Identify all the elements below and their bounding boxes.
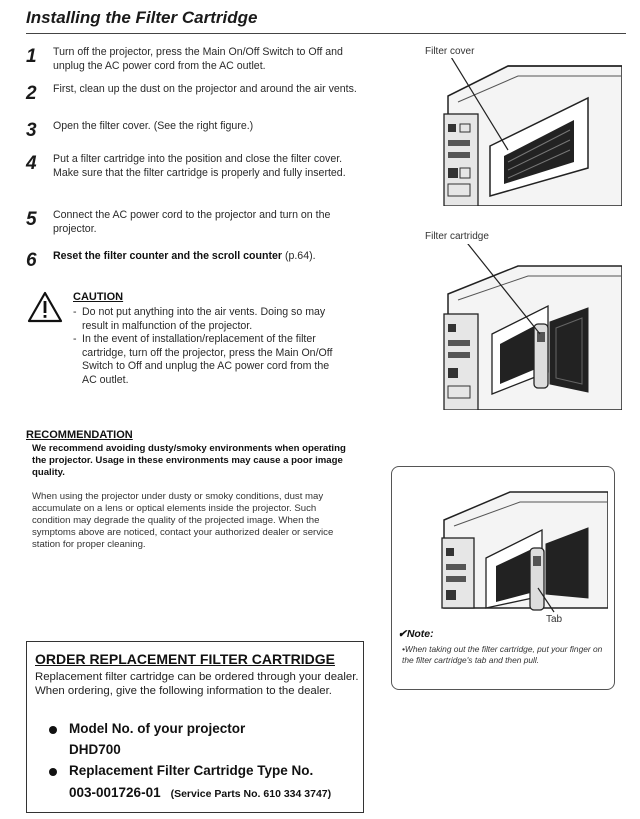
step-text: Turn off the projector, press the Main On/Off Switch to Off and unplug the AC power cord from the AC outlet. (53, 46, 343, 72)
projector-filter-cartridge-figure (438, 244, 622, 410)
filter-cartridge-label: Filter cartridge (425, 231, 489, 242)
step-text (53, 250, 358, 264)
step-number: 3 (26, 120, 37, 141)
order-description: Replacement filter cartridge can be ordered through your dealer. When ordering, give the following information to the dealer. (35, 671, 359, 697)
type-label: Replacement Filter Cartridge Type No. (69, 763, 314, 778)
note-title-text: Note: (406, 628, 434, 640)
title-rule (26, 33, 626, 34)
step-number: 5 (26, 209, 37, 230)
step-text: Connect the AC power cord to the projector and turn on the projector. (53, 209, 331, 235)
step-text: Put a filter cartridge into the position and close the filter cover. Make sure that the filter cartridge is properly and fully inserted. (53, 153, 346, 179)
page-title: Installing the Filter Cartridge (26, 8, 258, 27)
service-parts-number: (Service Parts No. 610 334 3747) (170, 788, 332, 800)
order-title: ORDER REPLACEMENT FILTER CARTRIDGE (35, 651, 335, 667)
order-box (26, 641, 364, 813)
step-bold-text: Reset the filter counter and the scroll counter (53, 250, 282, 262)
recommendation-bold-text: We recommend avoiding dusty/smoky environments when operating the projector. Usage in these environments may cause a poor image quality. (32, 443, 346, 478)
model-value: DHD700 (69, 742, 121, 757)
projector-filter-cover-figure (438, 58, 622, 206)
note-text: •When taking out the filter cartridge, put your finger on the filter cartridge's tab and then pull. (402, 644, 603, 665)
step-number: 4 (26, 153, 37, 174)
model-label: Model No. of your projector (69, 721, 246, 736)
caution-item: - Do not put anything into the air vents. Doing so may result in malfunction of the projector. (73, 306, 343, 333)
step-text: First, clean up the dust on the projector and around the air vents. (53, 83, 357, 95)
bullet-icon (49, 726, 57, 734)
step-number: 2 (26, 83, 37, 104)
tab-label: Tab (546, 614, 563, 625)
recommendation-title: RECOMMENDATION (26, 429, 133, 441)
caution-list (73, 306, 343, 387)
warning-triangle-icon (27, 291, 63, 323)
step-number: 6 (26, 250, 37, 271)
caution-item: - In the event of installation/replacement of the filter cartridge, turn off the projector, press the Main On/Off Switch to Off and unplug the AC power cord from the AC outlet. (73, 333, 343, 387)
step-number: 1 (26, 46, 37, 67)
page-reference: (p.64). (282, 250, 316, 262)
type-value: 003-001726-01 (69, 785, 161, 800)
bullet-icon (49, 768, 57, 776)
caution-title: CAUTION (73, 291, 124, 303)
checkmark-icon: ✔ (398, 628, 407, 640)
note-title (398, 628, 434, 640)
type-value-line (69, 785, 331, 800)
projector-tab-figure (438, 478, 608, 624)
filter-cover-label: Filter cover (425, 46, 475, 57)
step-text: Open the filter cover. (See the right figure.) (53, 120, 254, 132)
recommendation-body-text: When using the projector under dusty or smoky conditions, dust may accumulate on a lens or optical elements inside the projector. Such condition may degrade the quality of the projected image. When the symptoms above are noticed, contact your authorized dealer or service station for proper cleaning. (32, 491, 334, 550)
